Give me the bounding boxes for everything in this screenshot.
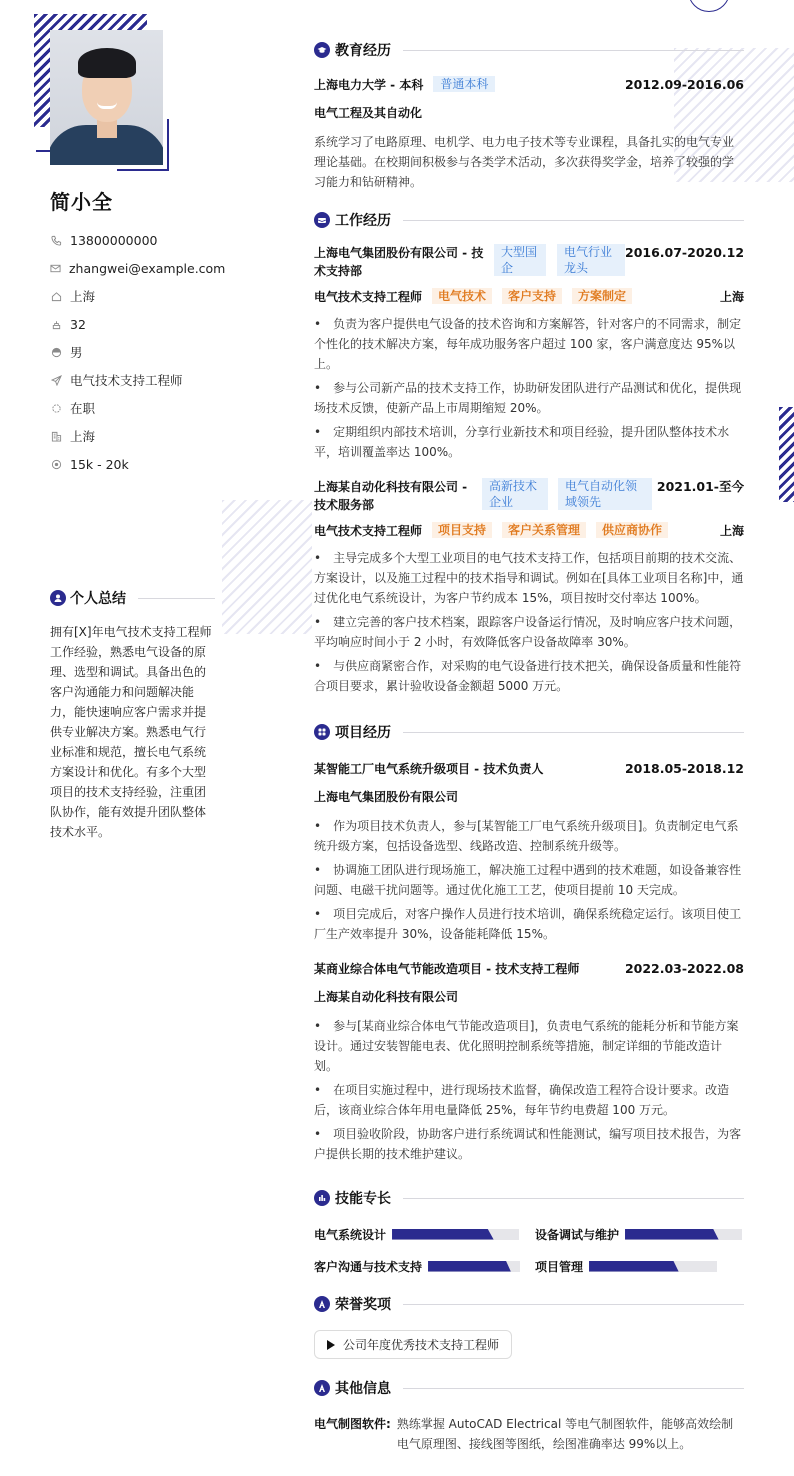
work-location: 上海 <box>719 524 744 538</box>
skills-section <box>314 1188 744 1276</box>
contact-age <box>50 310 225 338</box>
skill-name: 项目管理 <box>535 1259 584 1274</box>
bullet-item: • 作为项目技术负责人，参与[某智能工厂电气系统升级项目]。负责制定电气系统升级方案，包括设备选型、线路改造、控制系统升级等。 <box>314 816 744 856</box>
contact-phone <box>50 226 225 254</box>
company-tag: 大型国企 <box>494 244 546 276</box>
project-bullets <box>314 1016 744 1164</box>
summary-title: 个人总结 <box>70 591 126 607</box>
project-bullets <box>314 816 744 944</box>
skill-bar <box>392 1229 519 1240</box>
project-company: 上海某自动化科技有限公司 <box>314 990 459 1004</box>
skill-tag: 方案制定 <box>572 288 632 304</box>
project-name: 某智能工厂电气系统升级项目 - 技术负责人 <box>314 762 544 776</box>
other-title: 其他信息 <box>335 1381 391 1397</box>
status-icon <box>50 402 62 414</box>
skill-bar <box>589 1261 717 1272</box>
company-name: 上海电气集团股份有限公司 - 技术支持部 <box>314 246 484 278</box>
other-heading <box>314 1378 744 1398</box>
contact-salary <box>50 450 225 478</box>
decorative-stripes-light <box>222 500 312 634</box>
education-date: 2012.09-2016.06 <box>624 77 744 92</box>
skill-name: 客户沟通与技术支持 <box>314 1259 423 1274</box>
salary-value: 15k - 20k <box>70 456 129 472</box>
phone-icon <box>50 234 62 246</box>
bullet-item: • 协调施工团队进行现场施工，解决施工过程中遇到的技术难题，如设备兼容性问题、电磁干扰问题等。通过优化施工工艺，使项目提前 10 天完成。 <box>314 860 744 900</box>
school-tag: 普通本科 <box>433 76 495 92</box>
education-desc: 系统学习了电路原理、电机学、电力电子技术等专业课程，具备扎实的电气专业理论基础。在校期间积极参与各类学术活动，多次获得奖学金，培养了较强的学习能力和钻研精神。 <box>314 135 735 189</box>
briefcase-icon <box>314 212 330 228</box>
role-title: 电气技术支持工程师 <box>314 290 423 304</box>
education-heading <box>314 40 744 60</box>
skills-grid <box>314 1224 744 1276</box>
education-title: 教育经历 <box>335 43 391 59</box>
compass-icon <box>314 1380 330 1396</box>
skill-tag: 电气技术 <box>432 288 492 304</box>
skill-tag: 客户关系管理 <box>502 522 586 538</box>
skill-bar <box>625 1229 742 1240</box>
contact-work-city <box>50 422 225 450</box>
skills-heading <box>314 1188 744 1208</box>
company-tag: 高新技术企业 <box>482 478 548 510</box>
divider <box>403 220 744 221</box>
contact-status <box>50 394 225 422</box>
project-company: 上海电气集团股份有限公司 <box>314 790 459 804</box>
summary-text: 拥有[X]年电气技术支持工程师工作经验，熟悉电气设备的原理、选型和调试。具备出色的客户沟通能力和问题解决能力，能快速响应客户需求并提供专业解决方案。熟悉电气行业标准和规范，擅长电气系统方案设计和优化。有多个大型项目的技术支持经验，注重团队协作，能有效提升团队整体技术水平。 <box>50 625 212 839</box>
projects-heading <box>314 722 744 742</box>
education-item-header <box>314 76 744 94</box>
skill-item <box>314 1224 521 1244</box>
home-icon <box>50 290 62 302</box>
skill-bar <box>428 1261 520 1272</box>
work-item-header <box>314 478 744 514</box>
send-icon <box>50 374 62 386</box>
bullet-item: • 负责为客户提供电气设备的技术咨询和方案解答，针对客户的不同需求，制定个性化的技术解决方案，每年成功服务客户超过 100 家，客户满意度达 95%以上。 <box>314 314 744 374</box>
work-heading <box>314 210 744 230</box>
contact-position <box>50 366 225 394</box>
graduation-cap-icon <box>314 42 330 58</box>
skill-tag: 客户支持 <box>502 288 562 304</box>
work-item <box>314 478 744 696</box>
bullet-item: • 定期组织内部技术培训，分享行业新技术和项目经验，提升团队整体技术水平，培训覆盖率达 100%。 <box>314 422 744 462</box>
age-icon <box>50 318 62 330</box>
age-value: 32 <box>70 316 86 332</box>
school-name: 上海电力大学 - 本科 <box>314 78 424 92</box>
other-value: 熟练掌握 AutoCAD Electrical 等电气制图软件，能够高效绘制电气原理图、接线图等图纸，绘图准确率达 99%以上。 <box>396 1417 734 1451</box>
award-item[interactable] <box>314 1330 512 1359</box>
skill-bar-fill <box>392 1229 494 1240</box>
award-label: 公司年度优秀技术支持工程师 <box>343 1338 500 1352</box>
projects-title: 项目经历 <box>335 725 391 741</box>
skill-item <box>535 1224 742 1244</box>
skill-item <box>535 1256 742 1276</box>
work-location: 上海 <box>719 290 744 304</box>
company-tag: 电气自动化领域领先 <box>558 478 652 510</box>
project-item <box>314 960 744 1164</box>
bar-chart-icon <box>314 1190 330 1206</box>
skill-bar-fill <box>589 1261 679 1272</box>
bullet-item: • 项目完成后，对客户操作人员进行技术培训，确保系统稳定运行。该项目使工厂生产效率提升 30%，设备能耗降低 15%。 <box>314 904 744 944</box>
skill-item <box>314 1256 521 1276</box>
user-icon <box>50 590 66 606</box>
role-title: 电气技术支持工程师 <box>314 524 423 538</box>
contact-email <box>50 254 225 282</box>
bullet-item: • 参与[某商业综合体电气节能改造项目]，负责电气系统的能耗分析和节能方案设计。通过安装智能电表、优化照明控制系统等措施，制定详细的节能改造计划。 <box>314 1016 744 1076</box>
decorative-circle <box>688 0 730 12</box>
skill-tag: 项目支持 <box>432 522 492 538</box>
skill-name: 设备调试与维护 <box>535 1227 620 1242</box>
awards-heading <box>314 1294 744 1314</box>
bullet-item: • 主导完成多个大型工业项目的电气技术支持工作，包括项目前期的技术交流、方案设计，以及施工过程中的技术指导和调试。例如在[具体工业项目名称]中，通过优化电气系统设计，为客户节约成本 15%，项目按时交付率达 100%。 <box>314 548 744 608</box>
work-section <box>314 210 744 696</box>
bullet-item: • 项目验收阶段，协助客户进行系统调试和性能测试，编写项目技术报告，为客户提供长期的技术维护建议。 <box>314 1124 744 1164</box>
position-value: 电气技术支持工程师 <box>70 373 183 388</box>
bullet-item: • 建立完善的客户技术档案，跟踪客户设备运行情况，及时响应客户技术问题，平均响应时间小于 2 小时，有效降低客户设备故障率 30%。 <box>314 612 744 652</box>
divider <box>403 50 744 51</box>
bullet-item: • 在项目实施过程中，进行现场技术监督，确保改造工程符合设计要求。改造后，该商业综合体年用电量降低 25%，每年节约电费超 100 万元。 <box>314 1080 744 1120</box>
contact-gender <box>50 338 225 366</box>
other-item <box>314 1414 744 1454</box>
summary-section <box>50 588 215 842</box>
work-item <box>314 244 744 462</box>
work-city-value: 上海 <box>70 429 96 444</box>
other-section <box>314 1378 744 1454</box>
work-date: 2016.07-2020.12 <box>625 245 745 260</box>
role-row <box>314 288 744 306</box>
play-triangle-icon <box>327 1340 335 1350</box>
other-key: 电气制图软件: <box>314 1417 391 1431</box>
candidate-name: 简小全 <box>50 190 113 214</box>
work-date: 2021.01-至今 <box>656 479 744 494</box>
summary-heading <box>50 588 215 608</box>
project-name: 某商业综合体电气节能改造项目 - 技术支持工程师 <box>314 962 580 976</box>
divider <box>403 1198 744 1199</box>
skill-bar-fill <box>625 1229 719 1240</box>
skill-bar-fill <box>428 1261 511 1272</box>
company-name: 上海某自动化科技有限公司 - 技术服务部 <box>314 480 468 512</box>
project-date: 2018.05-2018.12 <box>624 761 744 776</box>
divider <box>403 1304 744 1305</box>
project-header <box>314 960 744 978</box>
gender-value: 男 <box>70 345 83 360</box>
city-value: 上海 <box>70 289 96 304</box>
bullet-item: • 参与公司新产品的技术支持工作，协助研发团队进行产品测试和优化，提供现场技术反馈，使新产品上市周期缩短 20%。 <box>314 378 744 418</box>
project-item <box>314 760 744 944</box>
work-title: 工作经历 <box>335 213 391 229</box>
awards-section <box>314 1294 744 1359</box>
award-icon <box>314 1296 330 1312</box>
projects-section <box>314 722 744 1164</box>
bullet-item: • 与供应商紧密合作，对采购的电气设备进行技术把关，确保设备质量和性能符合项目要求，累计验收设备金额超 5000 万元。 <box>314 656 744 696</box>
company-tag: 电气行业龙头 <box>557 244 625 276</box>
email-value: zhangwei@example.com <box>69 260 226 276</box>
divider <box>138 598 215 599</box>
work-item-header <box>314 244 744 280</box>
project-date: 2022.03-2022.08 <box>624 961 744 976</box>
divider <box>403 732 744 733</box>
awards-title: 荣誉奖项 <box>335 1297 391 1313</box>
building-icon <box>50 430 62 442</box>
skills-title: 技能专长 <box>335 1191 391 1207</box>
salary-icon <box>50 458 62 470</box>
role-row <box>314 522 744 540</box>
mail-icon <box>50 262 61 274</box>
contact-list <box>50 226 225 478</box>
project-header <box>314 760 744 778</box>
avatar-photo <box>50 30 163 165</box>
education-section <box>314 40 744 192</box>
contact-city <box>50 282 225 310</box>
work-bullets <box>314 548 744 696</box>
decorative-stripes <box>779 407 794 502</box>
gender-icon <box>50 346 62 358</box>
work-bullets <box>314 314 744 462</box>
main-column <box>314 40 744 1454</box>
skill-name: 电气系统设计 <box>314 1227 387 1242</box>
major: 电气工程及其自动化 <box>314 106 423 120</box>
grid-icon <box>314 724 330 740</box>
phone-value: 13800000000 <box>70 232 158 248</box>
skill-tag: 供应商协作 <box>596 522 668 538</box>
status-value: 在职 <box>70 401 96 416</box>
divider <box>403 1388 744 1389</box>
